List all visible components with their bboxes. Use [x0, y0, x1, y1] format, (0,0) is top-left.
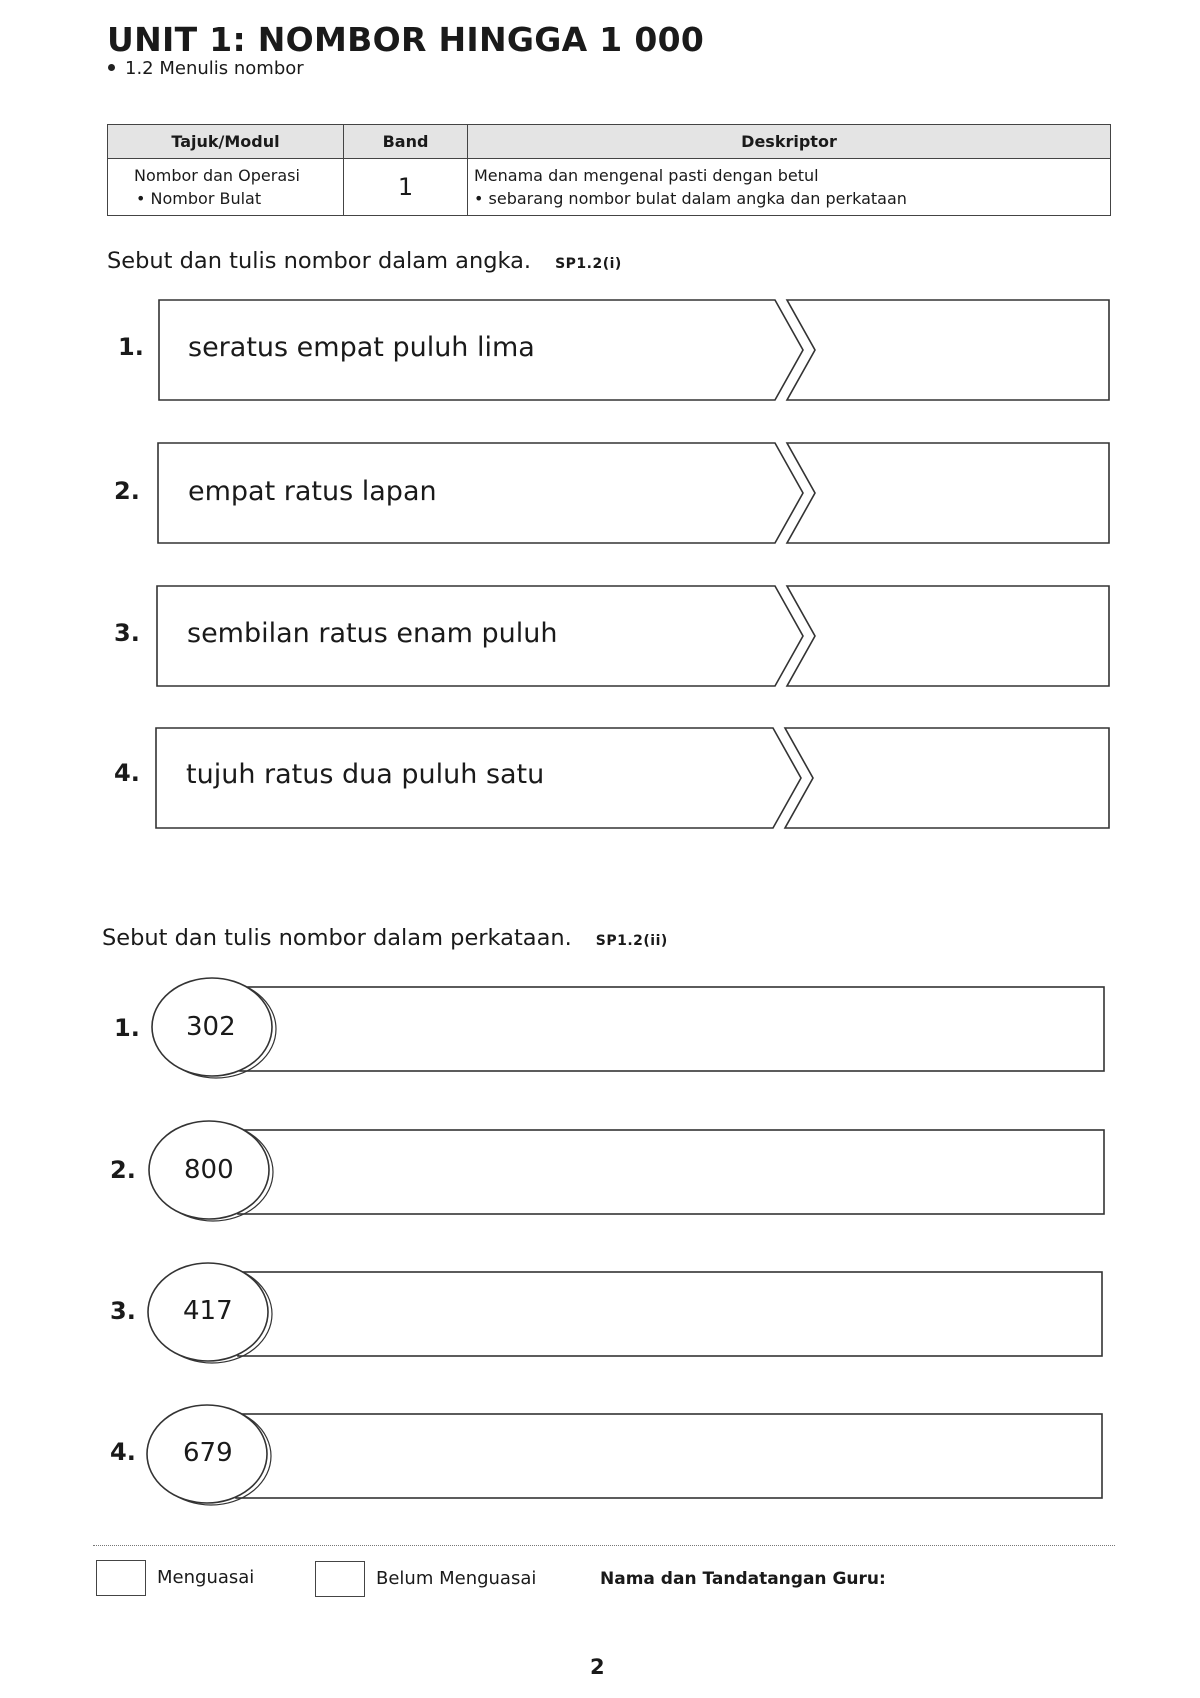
- mastered-checkbox[interactable]: [96, 1560, 146, 1596]
- footer-divider: [93, 1545, 1115, 1546]
- s1-item-3-answer-box: [787, 586, 1109, 686]
- s1-item-2-number: 2.: [114, 477, 140, 505]
- descriptor-line-1: Menama dan mengenal pasti dengan betul: [474, 166, 819, 185]
- not-mastered-checkbox[interactable]: [315, 1561, 365, 1597]
- s2-item-1-number: 1.: [114, 1014, 140, 1042]
- header-topic: Tajuk/Modul: [108, 125, 344, 159]
- descriptor-line-2: • sebarang nombor bulat dalam angka dan perkataan: [474, 189, 907, 208]
- header-band: Band: [344, 125, 468, 159]
- s2-item-3-value: 417: [183, 1296, 233, 1326]
- section1-instruction-text: Sebut dan tulis nombor dalam angka.: [107, 248, 532, 274]
- page-title: UNIT 1: NOMBOR HINGGA 1 000: [107, 20, 705, 59]
- s1-item-3-words: sembilan ratus enam puluh: [187, 618, 558, 649]
- section2-code: SP1.2(ii): [595, 933, 668, 949]
- s2-item-1-value: 302: [186, 1012, 236, 1042]
- s1-item-2-words: empat ratus lapan: [188, 476, 437, 507]
- s1-item-4-words: tujuh ratus dua puluh satu: [186, 759, 545, 790]
- s1-item-1-answer-box: [787, 300, 1109, 400]
- section1-code: SP1.2(i): [555, 256, 622, 272]
- s2-item-4-answer-box: [236, 1414, 1102, 1498]
- mastered-label: Menguasai: [157, 1567, 255, 1588]
- page-number: 2: [590, 1655, 605, 1679]
- teacher-signature-label: Nama dan Tandatangan Guru:: [600, 1569, 886, 1589]
- band-cell: 1: [344, 159, 468, 216]
- s2-item-1-answer-box: [240, 987, 1104, 1071]
- s2-item-3-answer-box: [238, 1272, 1102, 1356]
- topic-line-2: • Nombor Bulat: [136, 189, 262, 208]
- s1-item-4-answer-box: [785, 728, 1109, 828]
- s2-item-2-answer-box: [238, 1130, 1104, 1214]
- s1-item-1-number: 1.: [118, 333, 144, 361]
- not-mastered-label: Belum Menguasai: [376, 1568, 537, 1589]
- header-descriptor: Deskriptor: [468, 125, 1111, 159]
- s2-item-4-number: 4.: [110, 1438, 136, 1466]
- s1-item-4-number: 4.: [114, 759, 140, 787]
- s1-item-2-answer-box: [787, 443, 1109, 543]
- s1-item-1-words: seratus empat puluh lima: [188, 332, 535, 363]
- topic-line-1: Nombor dan Operasi: [134, 166, 300, 185]
- section2-instruction: [102, 925, 668, 951]
- s1-item-3-number: 3.: [114, 619, 140, 647]
- s2-item-3-number: 3.: [110, 1297, 136, 1325]
- s2-item-2-number: 2.: [110, 1156, 136, 1184]
- s2-item-2-value: 800: [184, 1155, 234, 1185]
- section2-instruction-text: Sebut dan tulis nombor dalam perkataan.: [102, 925, 572, 951]
- section2-boxes: [0, 960, 1200, 1520]
- s2-item-4-value: 679: [183, 1438, 233, 1468]
- subtitle-text: 1.2 Menulis nombor: [125, 58, 304, 79]
